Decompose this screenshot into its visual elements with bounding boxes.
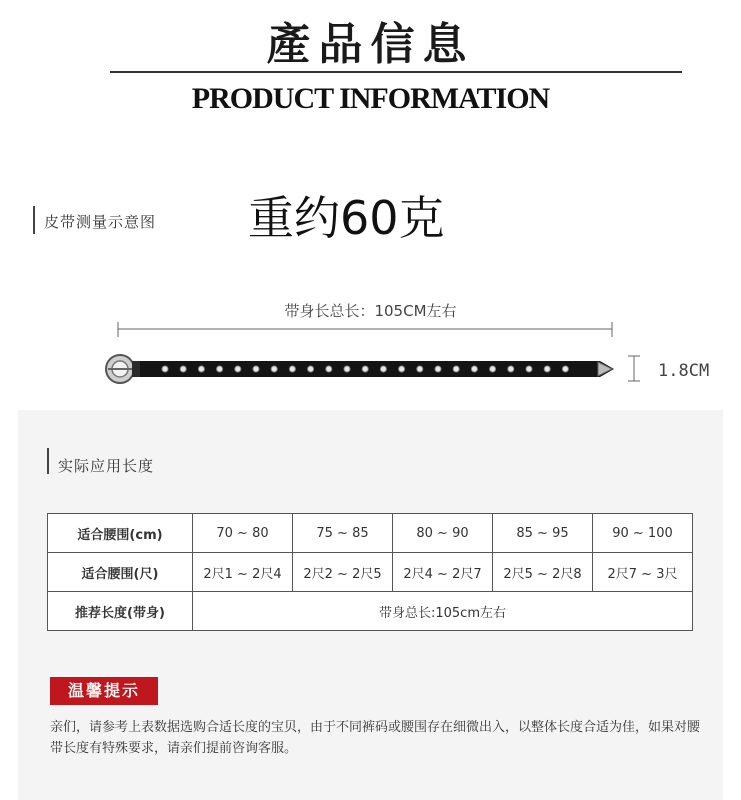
title-chinese: 產品信息 bbox=[266, 19, 475, 70]
diagram-section-label: 皮带测量示意图 bbox=[44, 213, 157, 231]
length-label: 带身长总长：105CM左右 bbox=[284, 302, 457, 320]
table-cell: 90 ~ 100 bbox=[593, 514, 693, 553]
table-row bbox=[48, 514, 693, 553]
table-cell: 2尺7 ~ 3尺 bbox=[593, 553, 693, 592]
belt-eyelet bbox=[362, 366, 368, 372]
belt-eyelet bbox=[417, 366, 423, 372]
belt-eyelet bbox=[217, 366, 223, 372]
belt-eyelet bbox=[399, 366, 405, 372]
section-marker bbox=[33, 206, 35, 234]
weight-label: 重约60克 bbox=[248, 191, 445, 245]
width-label: 1.8CM bbox=[658, 361, 710, 381]
length-dimension-line bbox=[118, 322, 612, 337]
size-table bbox=[47, 513, 693, 631]
belt-eyelet bbox=[344, 366, 350, 372]
belt-eyelet bbox=[162, 366, 168, 372]
belt-eyelet bbox=[308, 366, 314, 372]
title-divider bbox=[110, 71, 682, 73]
belt-eyelet bbox=[380, 366, 386, 372]
belt-eyelet bbox=[435, 366, 441, 372]
table-cell: 2尺1 ~ 2尺4 bbox=[193, 553, 293, 592]
table-cell: 70 ~ 80 bbox=[193, 514, 293, 553]
belt-eyelet bbox=[235, 366, 241, 372]
belt-eyelet bbox=[253, 366, 259, 372]
table-cell: 80 ~ 90 bbox=[393, 514, 493, 553]
belt-eyelet bbox=[562, 366, 568, 372]
table-cell: 2尺5 ~ 2尺8 bbox=[493, 553, 593, 592]
belt-eyelet bbox=[198, 366, 204, 372]
table-row bbox=[48, 592, 693, 631]
table-cell: 85 ~ 95 bbox=[493, 514, 593, 553]
belt-eyelet bbox=[490, 366, 496, 372]
belt-eyelet bbox=[180, 366, 186, 372]
belt-buckle bbox=[106, 355, 140, 383]
belt-eyelet bbox=[289, 366, 295, 372]
tips-title-badge: 温馨提示 bbox=[50, 677, 158, 705]
table-cell: 75 ~ 85 bbox=[293, 514, 393, 553]
width-dimension-line bbox=[628, 356, 640, 381]
row-header: 推荐长度(带身) bbox=[48, 592, 193, 631]
row-header: 适合腰围(cm) bbox=[48, 514, 193, 553]
section-marker bbox=[47, 448, 49, 474]
table-cell: 2尺4 ~ 2尺7 bbox=[393, 553, 493, 592]
belt-eyelet bbox=[526, 366, 532, 372]
table-cell: 带身总长:105cm左右 bbox=[193, 592, 693, 631]
belt-eyelet bbox=[271, 366, 277, 372]
table-cell: 2尺2 ~ 2尺5 bbox=[293, 553, 393, 592]
tips-text: 亲们，请参考上表数据选购合适长度的宝贝，由于不同裤码或腰围存在细微出入，以整体长度合适为佳，如果对腰带长度有特殊要求，请亲们提前咨询客服。 bbox=[50, 720, 701, 756]
title-english: PRODUCT INFORMATION bbox=[191, 82, 550, 115]
belt-eyelet bbox=[471, 366, 477, 372]
belt-eyelet bbox=[453, 366, 459, 372]
belt-diagram bbox=[0, 315, 741, 405]
belt-eyelet bbox=[326, 366, 332, 372]
usage-section-label: 实际应用长度 bbox=[58, 457, 155, 475]
table-row bbox=[48, 553, 693, 592]
belt-image bbox=[106, 355, 614, 383]
row-header: 适合腰围(尺) bbox=[48, 553, 193, 592]
belt-eyelet bbox=[508, 366, 514, 372]
belt-eyelet bbox=[544, 366, 550, 372]
